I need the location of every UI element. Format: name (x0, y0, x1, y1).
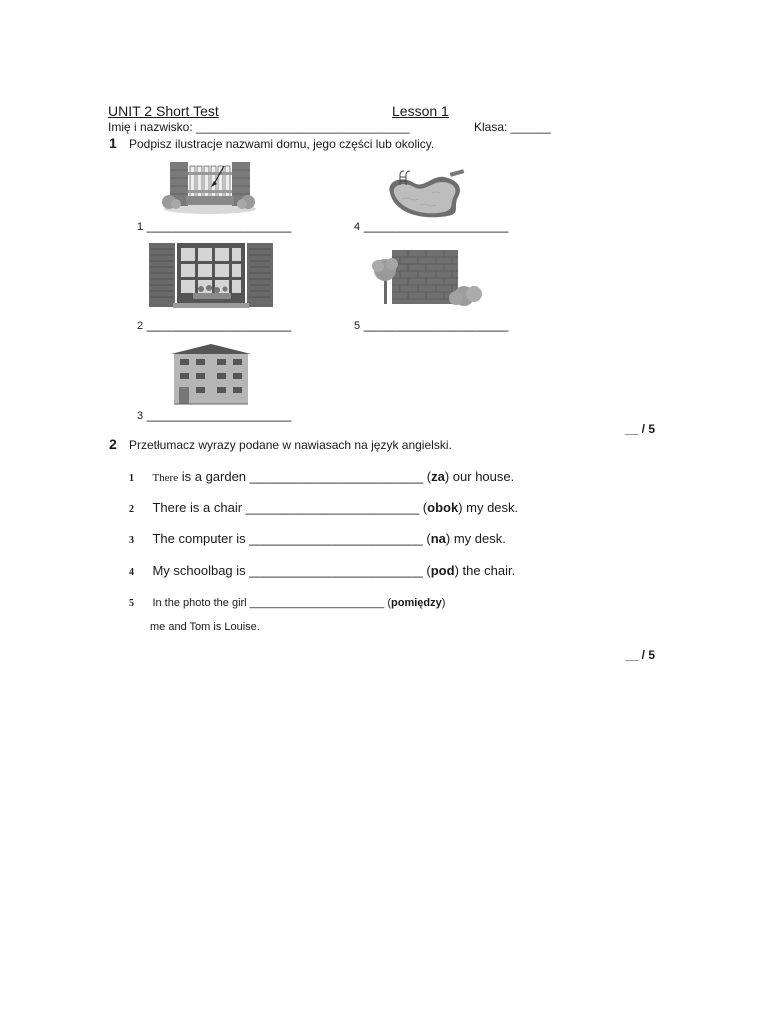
sentence-1: 1 There is a garden ________________________ (za) our house. (129, 469, 515, 484)
item-3-label: 3 ____________________ (137, 407, 292, 422)
class-field-label: Klasa: ______ (474, 120, 551, 134)
sentence-5: 5 In the photo the girl ______________________ (pomiędzy) (129, 597, 446, 609)
lesson-title: Lesson 1 (392, 103, 449, 119)
task2-number: 2 (109, 436, 117, 452)
item-2-label: 2 ____________________ (137, 317, 292, 332)
sentence-2: 2 There is a chair ________________________ (obok) my desk. (129, 500, 519, 515)
name-field-label: Imię i nazwisko: ________________________________ (108, 120, 410, 134)
sentence-5-continuation: me and Tom is Louise. (150, 621, 260, 633)
task2-instruction: Przetłumacz wyrazy podane w nawiasach na język angielski. (129, 438, 452, 452)
item-5-label: 5 ____________________ (354, 317, 509, 332)
fence-illustration (160, 160, 260, 215)
task2-score: __ / 5 (625, 648, 656, 662)
pool-illustration (380, 165, 470, 220)
item-4-label: 4 ____________________ (354, 218, 509, 233)
building-illustration (170, 343, 252, 405)
window-illustration (149, 243, 273, 309)
wall-illustration (370, 250, 485, 308)
task1-score: __ / 5 (625, 422, 656, 436)
task1-number: 1 (109, 135, 117, 151)
test-title: UNIT 2 Short Test (108, 103, 219, 119)
sentence-4: 4 My schoolbag is ________________________ (pod) the chair. (129, 563, 516, 578)
item-1-label: 1 ____________________ (137, 218, 292, 233)
task1-instruction: Podpisz ilustracje nazwami domu, jego części lub okolicy. (129, 137, 435, 151)
sentence-3: 3 The computer is ________________________ (na) my desk. (129, 531, 506, 546)
